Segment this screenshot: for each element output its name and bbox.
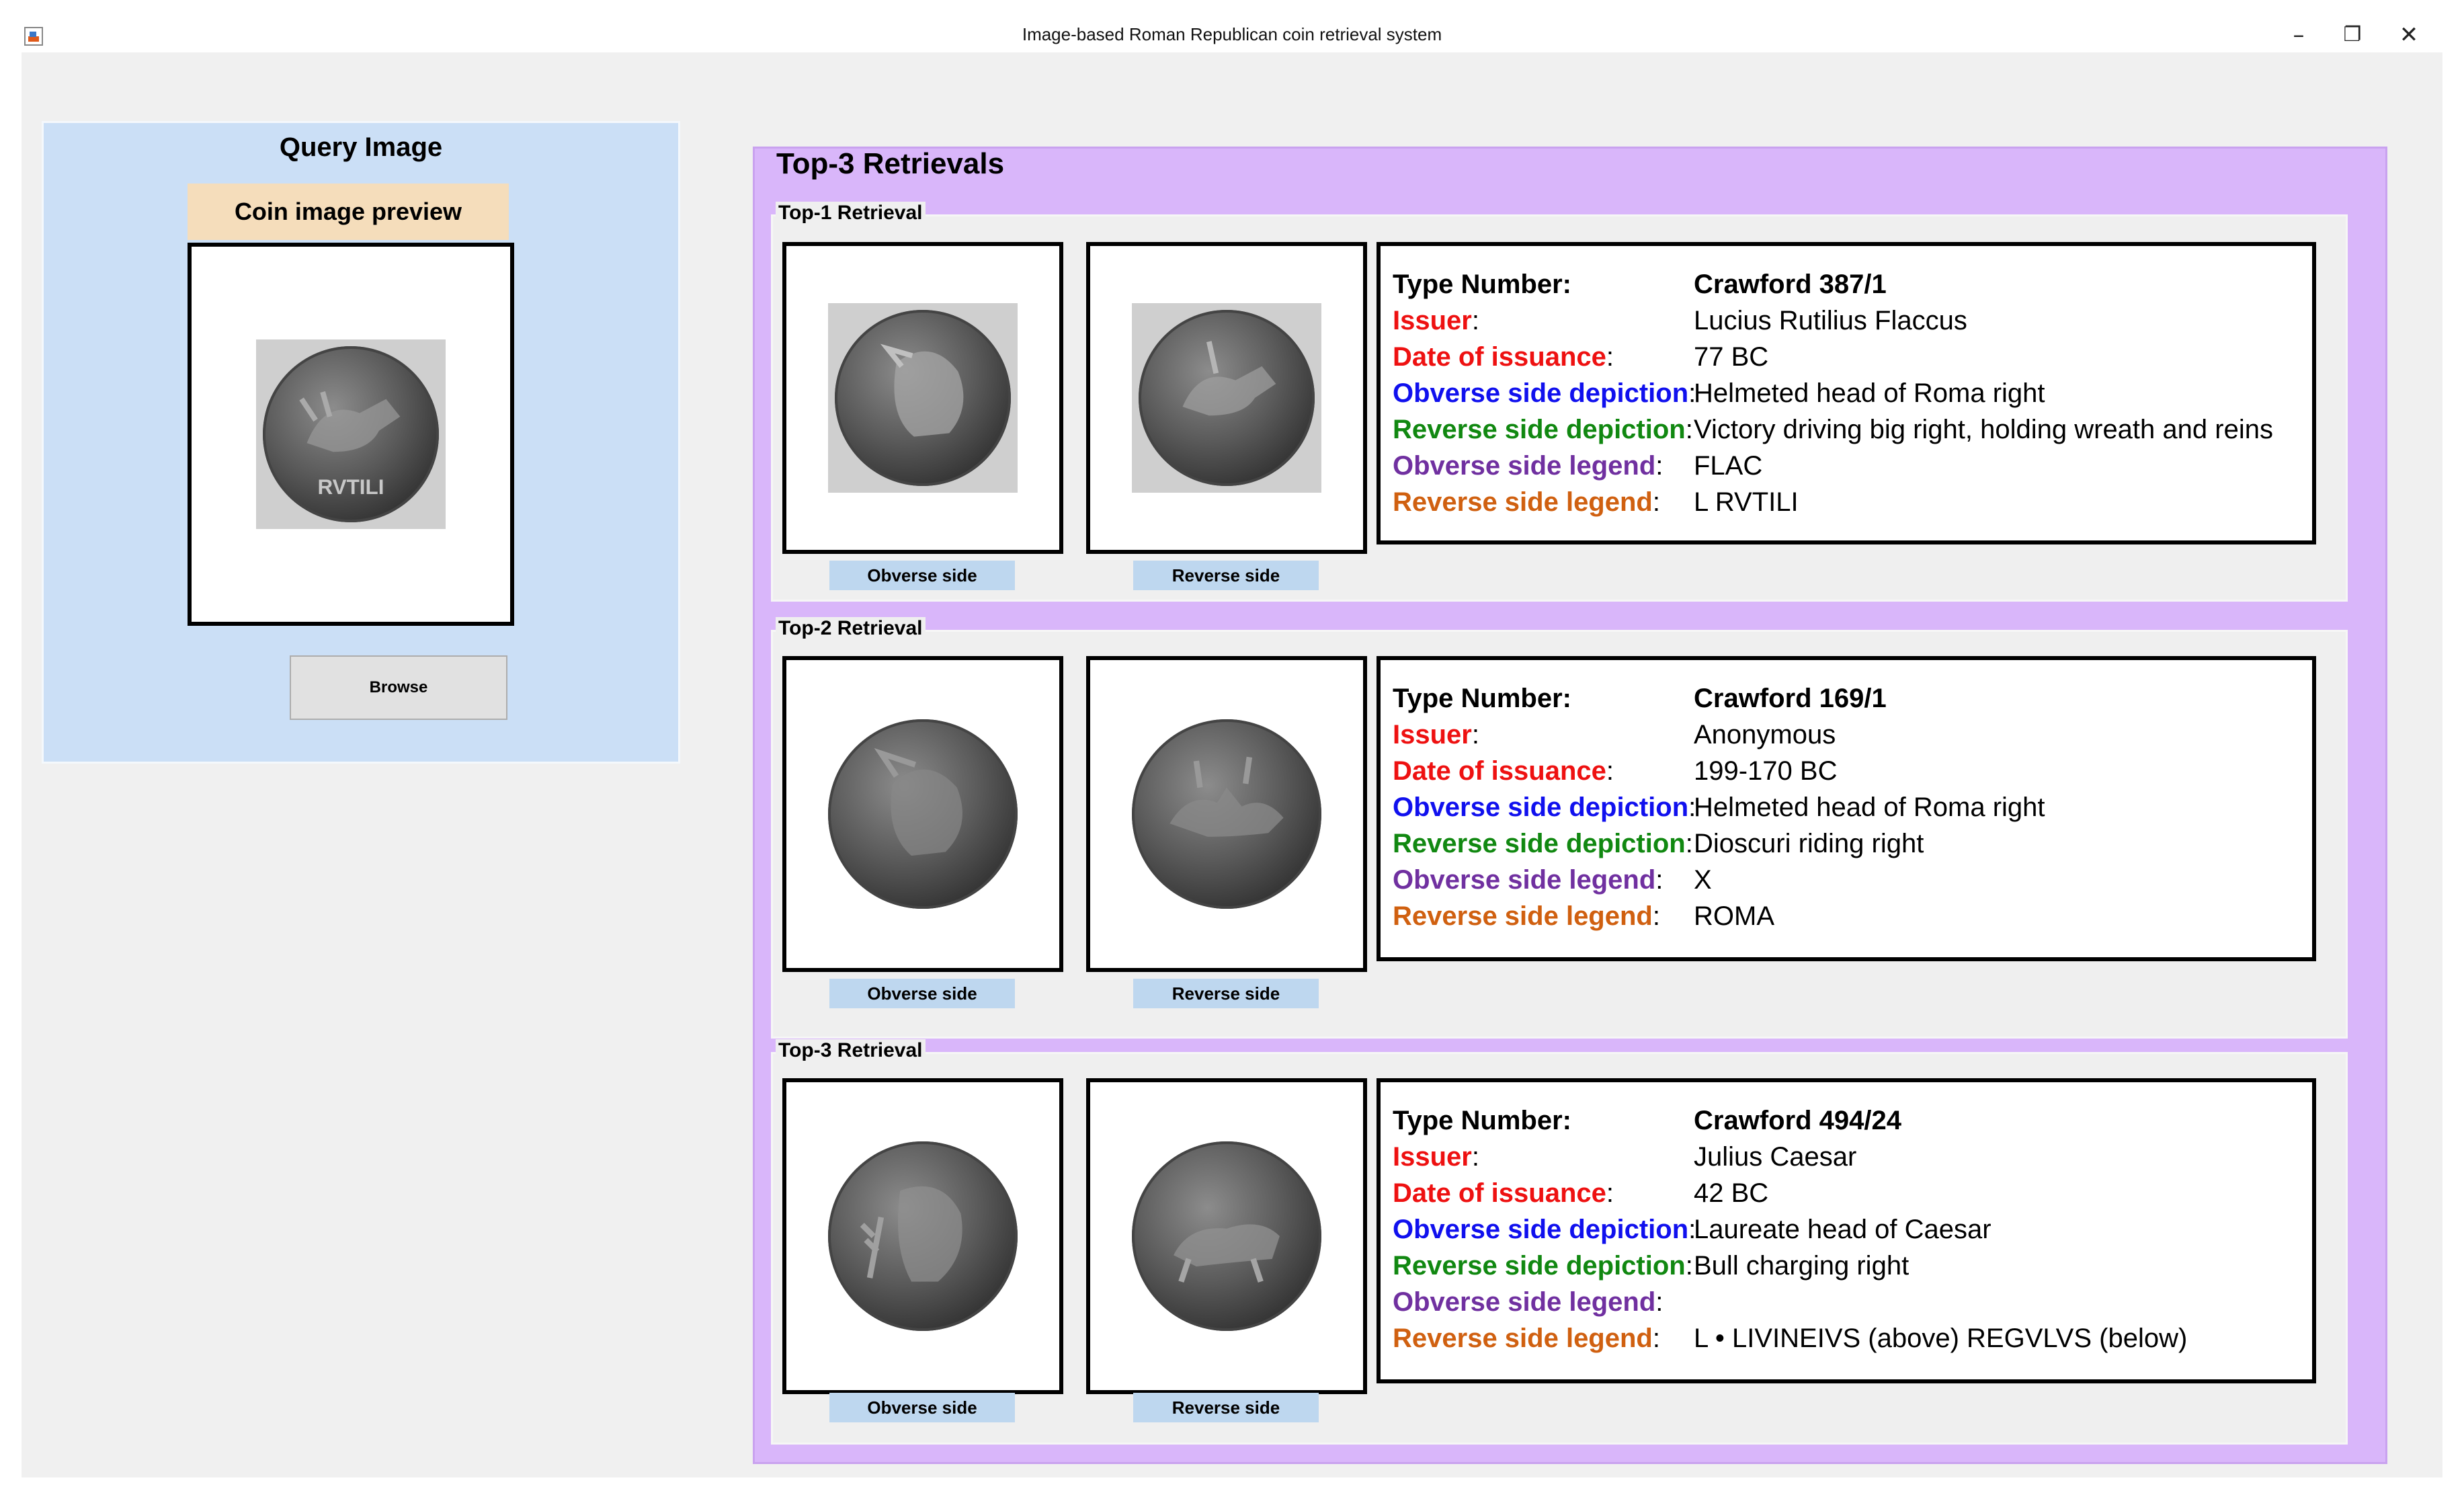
issuer-value: Lucius Rutilius Flaccus <box>1694 306 1967 335</box>
obverse-depiction-value: Helmeted head of Roma right <box>1694 793 2045 822</box>
obverse-coin-image <box>828 303 1018 493</box>
reverse-legend-value: ROMA <box>1694 901 1774 931</box>
obverse-thumbnail <box>782 656 1063 972</box>
obverse-legend-value: FLAC <box>1694 451 1763 481</box>
issuer-label: Issuer <box>1393 1142 1472 1172</box>
colon: : <box>1652 901 1660 931</box>
query-coin-icon <box>263 346 439 522</box>
coin-icon <box>828 719 1018 909</box>
issuer-value: Anonymous <box>1694 720 1836 750</box>
info-row-reverse-legend <box>1393 484 2312 520</box>
type-number-label: Type Number: <box>1393 1106 1571 1135</box>
colon: : <box>1655 865 1664 895</box>
colon: : <box>1688 1215 1696 1244</box>
issuer-value: Julius Caesar <box>1694 1142 1857 1172</box>
info-row-date <box>1393 753 2312 789</box>
info-row-reverse-depiction <box>1393 1248 2312 1284</box>
obverse-side-label: Obverse side <box>829 979 1015 1008</box>
type-number-value: Crawford 494/24 <box>1694 1106 1902 1135</box>
info-row-type <box>1393 266 2312 302</box>
colon: : <box>1652 1324 1660 1353</box>
type-number-label: Type Number: <box>1393 684 1571 713</box>
obverse-legend-label: Obverse side legend <box>1393 865 1656 895</box>
info-row-reverse-legend <box>1393 1320 2312 1356</box>
reverse-thumbnail <box>1086 656 1367 972</box>
info-row-obverse-depiction <box>1393 1211 2312 1248</box>
coin-icon <box>1132 719 1321 909</box>
query-image-preview <box>188 243 514 626</box>
info-row-obverse-depiction <box>1393 375 2312 411</box>
preview-label: Coin image preview <box>188 184 509 240</box>
reverse-thumbnail <box>1086 1078 1367 1394</box>
reverse-coin-image <box>1132 719 1321 909</box>
retrieval-label: Top-2 Retrieval <box>776 617 926 640</box>
info-row-obverse-depiction <box>1393 789 2312 825</box>
coin-info-card <box>1377 242 2316 544</box>
info-row-issuer <box>1393 302 2312 339</box>
info-row-obverse-legend <box>1393 862 2312 898</box>
close-button[interactable]: ✕ <box>2399 22 2419 48</box>
info-row-type <box>1393 1102 2312 1139</box>
coin-icon <box>1132 1141 1321 1331</box>
reverse-depiction-label: Reverse side depiction <box>1393 415 1686 444</box>
info-row-reverse-depiction <box>1393 825 2312 862</box>
obverse-coin-image <box>828 1141 1018 1331</box>
reverse-side-label: Reverse side <box>1133 561 1319 590</box>
type-number-label: Type Number: <box>1393 270 1571 299</box>
info-row-reverse-depiction <box>1393 411 2312 448</box>
coin-icon <box>835 310 1011 486</box>
reverse-thumbnail <box>1086 242 1367 554</box>
info-row-date <box>1393 1175 2312 1211</box>
colon: : <box>1471 1142 1479 1172</box>
reverse-depiction-value: Bull charging right <box>1694 1251 1909 1281</box>
retrieval-label: Top-3 Retrieval <box>776 1039 926 1062</box>
query-panel <box>42 121 680 764</box>
reverse-side-label: Reverse side <box>1133 1393 1319 1422</box>
colon: : <box>1685 1251 1693 1281</box>
obverse-legend-label: Obverse side legend <box>1393 1287 1656 1317</box>
reverse-coin-image <box>1132 1141 1321 1331</box>
issuer-label: Issuer <box>1393 720 1472 750</box>
colon: : <box>1606 342 1614 372</box>
colon: : <box>1606 1178 1614 1208</box>
colon: : <box>1652 487 1660 517</box>
retrievals-title: Top-3 Retrievals <box>776 147 1005 180</box>
query-title: Query Image <box>279 132 443 162</box>
colon: : <box>1655 1287 1664 1317</box>
obverse-depiction-label: Obverse side depiction <box>1393 1215 1689 1244</box>
date-label: Date of issuance <box>1393 342 1606 372</box>
info-row-type <box>1393 680 2312 717</box>
reverse-depiction-value: Victory driving big right, holding wreath and reins <box>1694 415 2273 444</box>
query-coin-legend: RVTILI <box>317 475 384 499</box>
info-row-obverse-legend <box>1393 448 2312 484</box>
obverse-thumbnail <box>782 242 1063 554</box>
reverse-legend-value: L • LIVINEIVS (above) REGVLVS (below) <box>1694 1324 2188 1353</box>
colon: : <box>1471 720 1479 750</box>
reverse-depiction-label: Reverse side depiction <box>1393 1251 1686 1281</box>
query-coin-image <box>256 339 446 529</box>
obverse-legend-value: X <box>1694 865 1712 895</box>
info-row-issuer <box>1393 1139 2312 1175</box>
restore-button[interactable]: ❐ <box>2343 23 2362 46</box>
issuer-label: Issuer <box>1393 306 1472 335</box>
coin-info-card <box>1377 1078 2316 1383</box>
colon: : <box>1688 793 1696 822</box>
coin-icon <box>828 1141 1018 1331</box>
colon: : <box>1688 378 1696 408</box>
date-label: Date of issuance <box>1393 756 1606 786</box>
coin-info-card <box>1377 656 2316 961</box>
info-row-obverse-legend <box>1393 1284 2312 1320</box>
reverse-legend-label: Reverse side legend <box>1393 901 1653 931</box>
retrievals-panel <box>753 147 2387 1464</box>
info-row-issuer <box>1393 717 2312 753</box>
obverse-side-label: Obverse side <box>829 561 1015 590</box>
reverse-legend-label: Reverse side legend <box>1393 487 1653 517</box>
date-value: 199-170 BC <box>1694 756 1838 786</box>
obverse-depiction-value: Helmeted head of Roma right <box>1694 378 2045 408</box>
reverse-legend-label: Reverse side legend <box>1393 1324 1653 1353</box>
colon: : <box>1606 756 1614 786</box>
colon: : <box>1471 306 1479 335</box>
type-number-value: Crawford 169/1 <box>1694 684 1887 713</box>
retrieval-group-3 <box>771 1039 2348 1445</box>
colon: : <box>1685 829 1693 858</box>
info-row-reverse-legend <box>1393 898 2312 934</box>
retrieval-group-2 <box>771 617 2348 1039</box>
reverse-coin-image <box>1132 303 1321 493</box>
minimize-button[interactable]: – <box>2293 22 2305 48</box>
date-value: 42 BC <box>1694 1178 1769 1208</box>
reverse-depiction-value: Dioscuri riding right <box>1694 829 1924 858</box>
reverse-legend-value: L RVTILI <box>1694 487 1799 517</box>
obverse-depiction-label: Obverse side depiction <box>1393 378 1689 408</box>
retrieval-label: Top-1 Retrieval <box>776 202 926 225</box>
obverse-legend-label: Obverse side legend <box>1393 451 1656 481</box>
retrieval-group-1 <box>771 202 2348 602</box>
obverse-depiction-label: Obverse side depiction <box>1393 793 1689 822</box>
reverse-side-label: Reverse side <box>1133 979 1319 1008</box>
info-row-date <box>1393 339 2312 375</box>
obverse-thumbnail <box>782 1078 1063 1394</box>
coin-icon <box>1139 310 1315 486</box>
colon: : <box>1685 415 1693 444</box>
obverse-side-label: Obverse side <box>829 1393 1015 1422</box>
reverse-depiction-label: Reverse side depiction <box>1393 829 1686 858</box>
obverse-coin-image <box>828 719 1018 909</box>
window-title: Image-based Roman Republican coin retrieval system <box>1022 24 1442 44</box>
type-number-value: Crawford 387/1 <box>1694 270 1887 299</box>
date-value: 77 BC <box>1694 342 1769 372</box>
colon: : <box>1655 451 1664 481</box>
browse-button[interactable]: Browse <box>290 655 507 720</box>
obverse-depiction-value: Laureate head of Caesar <box>1694 1215 1991 1244</box>
date-label: Date of issuance <box>1393 1178 1606 1208</box>
title-bar <box>0 0 2464 52</box>
